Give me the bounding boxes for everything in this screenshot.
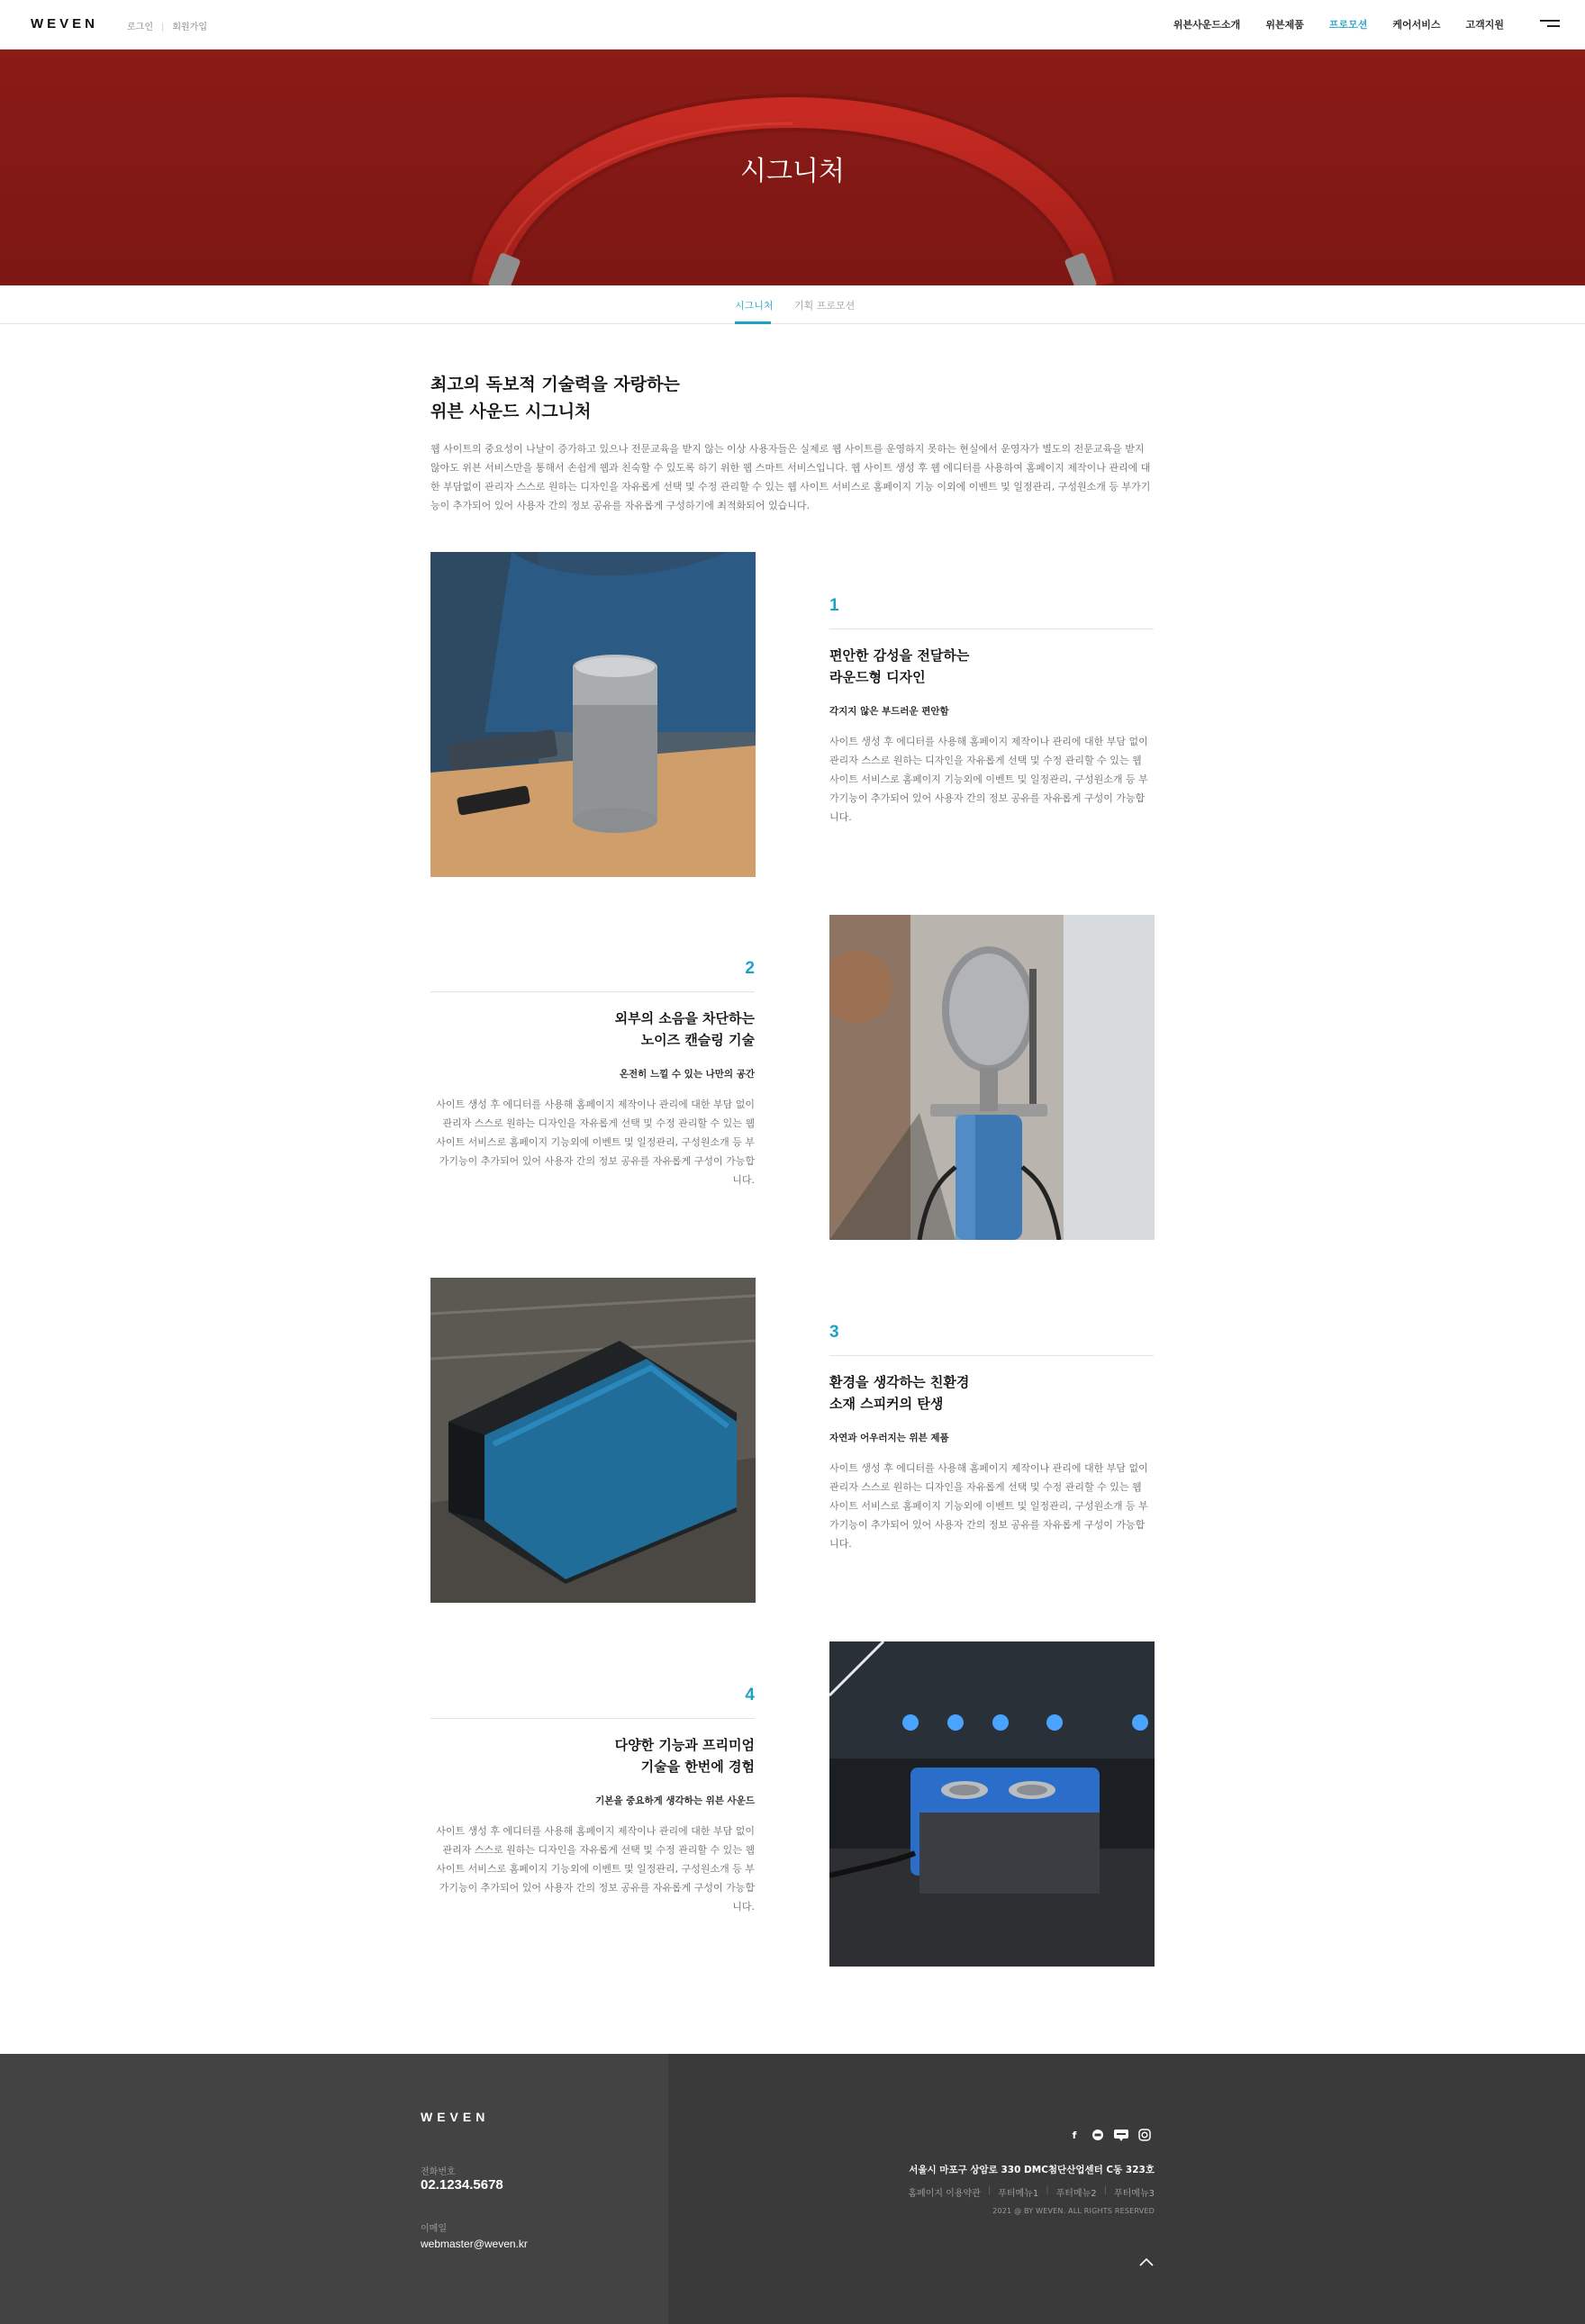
- sns-links: [1067, 2128, 1152, 2142]
- email-address[interactable]: webmaster@weven.kr: [421, 2238, 528, 2250]
- feature-number: 3: [829, 1323, 1154, 1356]
- intro-heading-line1: 최고의 독보적 기술력을 자랑하는: [430, 375, 680, 394]
- feature-title-line2: 라운드형 디자인: [829, 669, 926, 685]
- footer-links: [901, 2185, 1155, 2199]
- email-label: 이메일: [421, 2224, 447, 2234]
- nav-item-promotion[interactable]: 프로모션: [1328, 19, 1368, 31]
- audio-interface-photo: [829, 1641, 1155, 1967]
- tab-promotion[interactable]: 기획 프로모션: [794, 300, 856, 312]
- facebook-icon[interactable]: f: [1072, 2129, 1077, 2141]
- feature-2: [430, 959, 755, 1189]
- divider: |: [987, 2185, 992, 2195]
- divider: |: [160, 23, 165, 32]
- page-title: 시그니처: [740, 156, 845, 187]
- nav-item-support[interactable]: 고객지원: [1465, 19, 1504, 31]
- nav-item-about[interactable]: 위븐사운드소개: [1173, 19, 1241, 31]
- footer-address: 서울시 마포구 상암로 330 DMC첨단산업센터 C동 323호: [909, 2165, 1155, 2175]
- feature-number: 1: [829, 596, 1154, 629]
- intro-heading-line2: 위븐 사운드 시그니처: [430, 402, 592, 421]
- footer-link-1[interactable]: 푸터메뉴1: [998, 2189, 1039, 2199]
- microphone-photo: [829, 915, 1155, 1240]
- sub-tabs: [0, 285, 1585, 324]
- feature-title-line2: 기술을 한번에 경험: [640, 1759, 755, 1775]
- scroll-top-icon[interactable]: [1137, 2253, 1155, 2271]
- site-header: [0, 0, 1585, 50]
- bluetooth-speaker-photo: [430, 1278, 756, 1603]
- feature-title-line1: 외부의 소음을 차단하는: [614, 1010, 755, 1026]
- feature-title-line2: 소재 스피커의 탄생: [829, 1396, 944, 1412]
- feature-title: [829, 1371, 1154, 1415]
- feature-description: 사이트 생성 후 에디터를 사용해 홈페이지 제작이나 관리에 대한 부담 없이 관리자 스스로 원하는 디자인을 자유롭게 선택 및 수정 관리할 수 있는 웹 사이트 서비스로 홈페이지 기능외에 이벤트 및 일정관리, 구성원소개 등 부가기능이 추가되어 있어 사용자 간의 정보 공유를 자유롭게 구성이 가능합니다.: [436, 1825, 755, 1913]
- tab-signature[interactable]: 시그니처: [735, 300, 774, 312]
- footer-logo[interactable]: WEVEN: [421, 2110, 490, 2124]
- feature-title: [430, 1734, 755, 1777]
- feature-1: [829, 596, 1154, 827]
- util-links: [127, 19, 207, 32]
- feature-number: 2: [430, 959, 755, 992]
- feature-title: [430, 1008, 755, 1051]
- kakao-icon[interactable]: [1091, 2128, 1105, 2142]
- footer-link-3[interactable]: 푸터메뉴3: [1113, 2189, 1155, 2199]
- phone-label: 전화번호: [421, 2167, 456, 2177]
- feature-description: 사이트 생성 후 에디터를 사용해 홈페이지 제작이나 관리에 대한 부담 없이 관리자 스스로 원하는 디자인을 자유롭게 선택 및 수정 관리할 수 있는 웹 사이트 서비스로 홈페이지 기능외에 이벤트 및 일정관리, 구성원소개 등 부가기능이 추가되어 있어 사용자 간의 정보 공유를 자유롭게 구성이 가능합니다.: [829, 736, 1148, 823]
- copyright: 2021 @ BY WEVEN. ALL RIGHTS RESERVED: [992, 2207, 1155, 2215]
- feature-title-line1: 다양한 기능과 프리미엄: [614, 1737, 755, 1753]
- nav-item-products[interactable]: 위븐제품: [1265, 19, 1304, 31]
- site-logo[interactable]: WEVEN: [31, 16, 99, 32]
- feature-subtitle: 각지지 않은 부드러운 편안함: [829, 706, 949, 717]
- feature-number: 4: [430, 1686, 755, 1719]
- active-tab-indicator: [735, 321, 771, 324]
- instagram-icon[interactable]: [1137, 2128, 1152, 2142]
- feature-3: [829, 1323, 1154, 1553]
- nav-item-care[interactable]: 케어서비스: [1392, 19, 1441, 31]
- intro-paragraph: 웹 사이트의 중요성이 나날이 증가하고 있으나 전문교육을 받지 않는 이상 사용자들은 실제로 웹 사이트를 운영하지 못하는 현실에서 운영자가 별도의 전문교육을 받지 않아도 위븐 서비스만을 통해서 손쉽게 웹과 친숙할 수 있도록 하기 위한 웹 스마트 서비스입니다. 웹 사이트 생성 후 웹 에디터를 사용하여 홈페이지 제작이나 관리에 대한 부담없이 관리자 스스로 원하는 디자인을 자유롭게 선택 및 수정 관리할 수 있는 웹 사이트 서비스로 홈페이지 기능 이외에 이벤트 및 일정관리, 구성원소개 등 부가기능이 추가되어 있어 사용자 간의 정보 공유를 자유롭게 구성하기에 최적화되어 있습니다.: [430, 443, 1151, 511]
- login-link[interactable]: 로그인: [127, 23, 153, 32]
- feature-4: [430, 1686, 755, 1916]
- feature-subtitle: 기본을 중요하게 생각하는 위븐 사운드: [595, 1795, 755, 1806]
- hero-banner: [0, 50, 1585, 285]
- footer-link-2[interactable]: 푸터메뉴2: [1055, 2189, 1097, 2199]
- site-footer: [0, 2054, 1585, 2324]
- main-nav: [1148, 17, 1504, 32]
- feature-title-line1: 환경을 생각하는 친환경: [829, 1374, 970, 1390]
- feature-title-line1: 편안한 감성을 전달하는: [829, 647, 970, 664]
- feature-subtitle: 자연과 어우러지는 위븐 제품: [829, 1433, 949, 1443]
- hamburger-menu-icon[interactable]: [1540, 18, 1560, 31]
- blog-icon[interactable]: [1114, 2128, 1128, 2142]
- intro-heading: [430, 371, 680, 425]
- footer-link-terms[interactable]: 홈페이지 이용약관: [908, 2189, 981, 2199]
- speaker-photo: [430, 552, 756, 877]
- feature-description: 사이트 생성 후 에디터를 사용해 홈페이지 제작이나 관리에 대한 부담 없이 관리자 스스로 원하는 디자인을 자유롭게 선택 및 수정 관리할 수 있는 웹 사이트 서비스로 홈페이지 기능외에 이벤트 및 일정관리, 구성원소개 등 부가기능이 추가되어 있어 사용자 간의 정보 공유를 자유롭게 구성이 가능합니다.: [436, 1099, 755, 1186]
- feature-subtitle: 온전히 느낄 수 있는 나만의 공간: [619, 1069, 755, 1080]
- divider: |: [1046, 2185, 1049, 2195]
- feature-title: [829, 645, 1154, 688]
- signup-link[interactable]: 회원가입: [172, 23, 207, 32]
- feature-title-line2: 노이즈 캔슬링 기술: [640, 1032, 755, 1048]
- divider: |: [1103, 2185, 1107, 2195]
- feature-description: 사이트 생성 후 에디터를 사용해 홈페이지 제작이나 관리에 대한 부담 없이 관리자 스스로 원하는 디자인을 자유롭게 선택 및 수정 관리할 수 있는 웹 사이트 서비스로 홈페이지 기능외에 이벤트 및 일정관리, 구성원소개 등 부가기능이 추가되어 있어 사용자 간의 정보 공유를 자유롭게 구성이 가능합니다.: [829, 1462, 1148, 1550]
- phone-number: 02.1234.5678: [421, 2177, 503, 2193]
